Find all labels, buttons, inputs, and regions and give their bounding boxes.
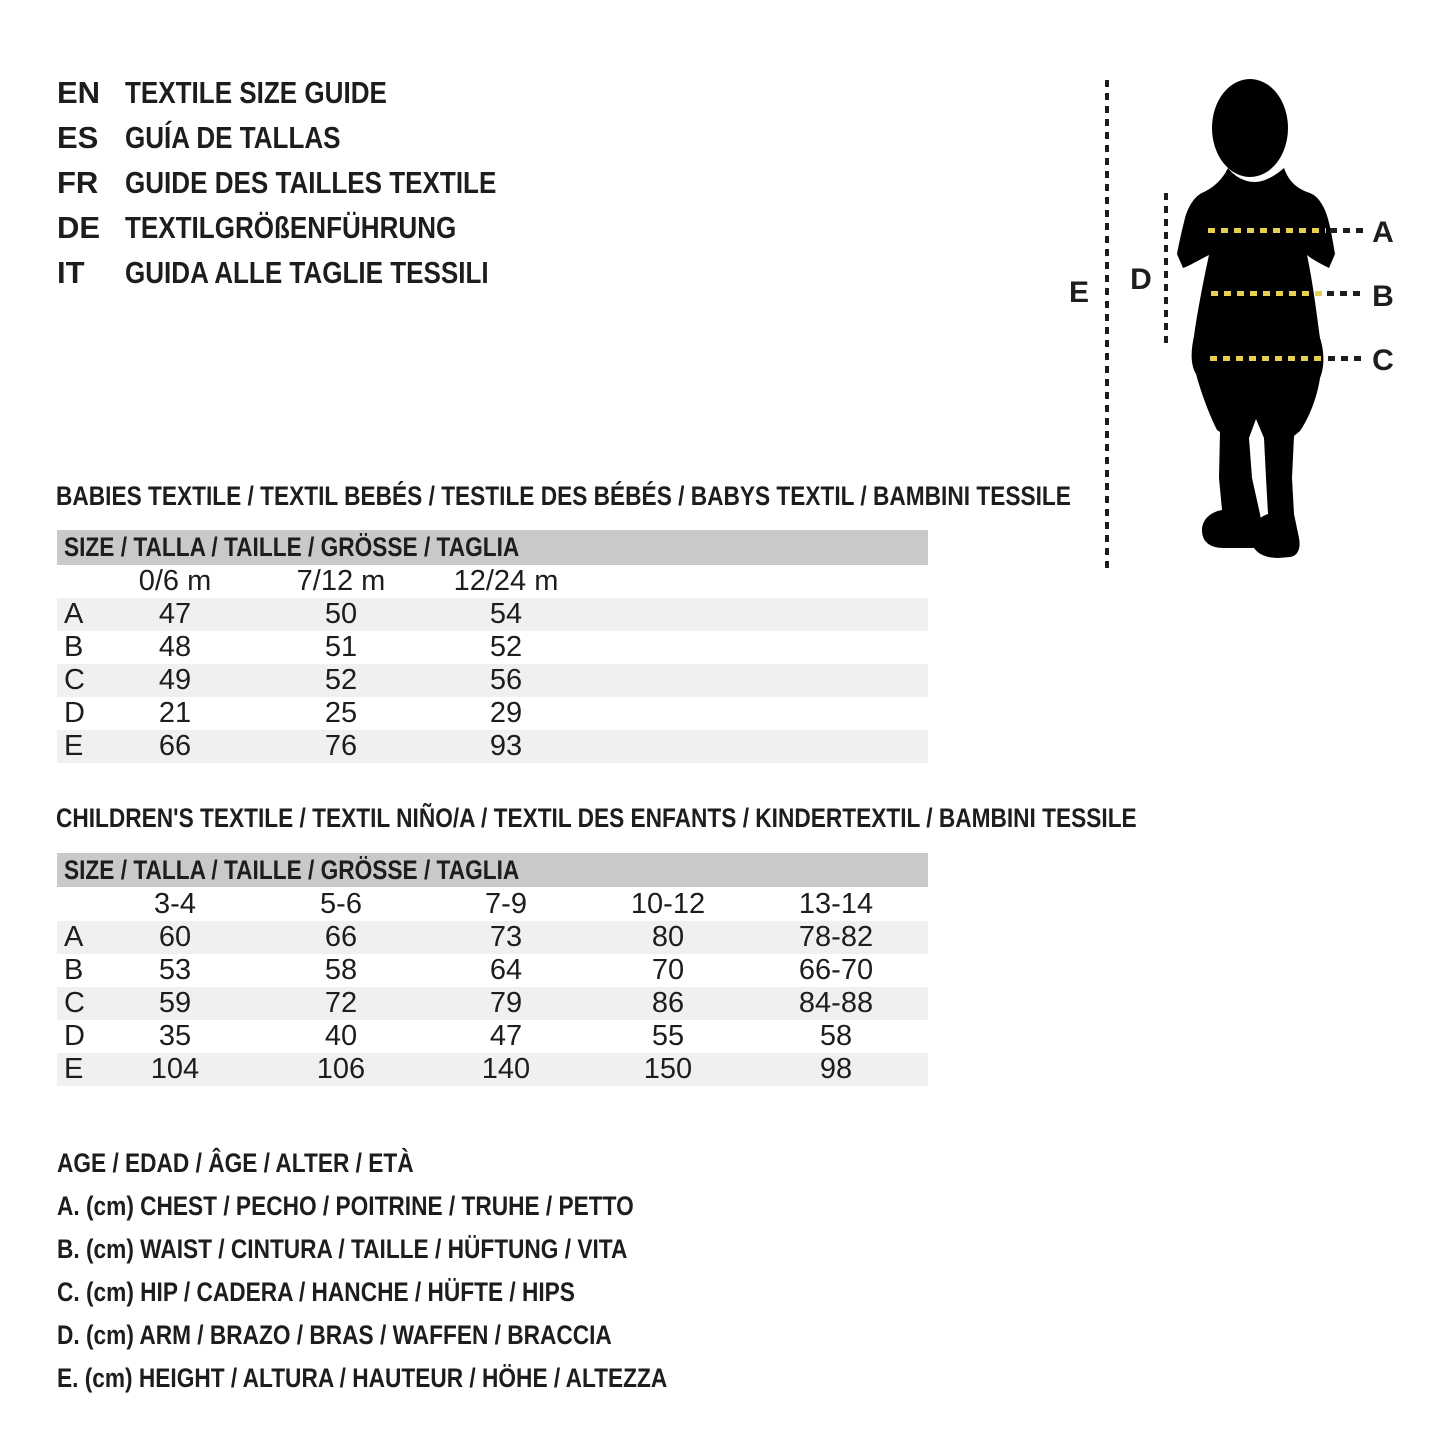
chest-dash-dark bbox=[1330, 228, 1364, 233]
children-table-row-b bbox=[57, 954, 928, 987]
waist-dash-yellow bbox=[1211, 291, 1323, 296]
language-row-de bbox=[57, 205, 519, 250]
figure-label-e: E bbox=[1068, 276, 1089, 309]
language-title: TEXTILGRÖßENFÜHRUNG bbox=[125, 210, 457, 245]
table-cell: 64 bbox=[489, 954, 523, 986]
table-cell: 52 bbox=[324, 664, 358, 696]
children-table-row-e bbox=[57, 1053, 928, 1086]
children-section-title-text: CHILDREN'S TEXTILE / TEXTIL NIÑO/A / TEXTIL DES ENFANTS / KINDERTEXTIL / BAMBINI TESSILE bbox=[56, 803, 1137, 833]
babies-col-header: 0/6 m bbox=[138, 565, 212, 597]
table-cell: 70 bbox=[651, 954, 685, 986]
children-size-header-text: SIZE / TALLA / TAILLE / GRÖSSE / TAGLIA bbox=[64, 855, 520, 885]
children-col-header: 7-9 bbox=[485, 888, 527, 920]
children-col-header: 3-4 bbox=[154, 888, 196, 920]
table-cell: 66 bbox=[324, 921, 358, 953]
table-cell: 106 bbox=[316, 1053, 366, 1085]
row-label: E bbox=[64, 730, 84, 762]
table-cell: 58 bbox=[819, 1020, 853, 1052]
babies-table-row-c bbox=[57, 664, 928, 697]
language-code: EN bbox=[57, 75, 101, 110]
row-label: A bbox=[64, 598, 84, 630]
language-code: ES bbox=[57, 120, 99, 155]
babies-table-row-e bbox=[57, 730, 928, 763]
table-cell: 66 bbox=[158, 730, 192, 762]
table-cell: 60 bbox=[158, 921, 192, 953]
table-cell: 58 bbox=[324, 954, 358, 986]
children-size-header-bar bbox=[57, 853, 928, 887]
children-table-row-c bbox=[57, 987, 928, 1020]
legend-text: A. (cm) CHEST / PECHO / POITRINE / TRUHE / PETTO bbox=[57, 1191, 634, 1221]
language-title: GUÍA DE TALLAS bbox=[125, 120, 341, 155]
legend-line-age bbox=[57, 1148, 482, 1179]
figure-label-a: A bbox=[1372, 216, 1394, 249]
table-cell: 150 bbox=[643, 1053, 693, 1085]
table-cell: 104 bbox=[150, 1053, 200, 1085]
table-cell: 84-88 bbox=[798, 987, 874, 1019]
table-cell: 76 bbox=[324, 730, 358, 762]
row-label: A bbox=[64, 921, 84, 953]
language-code: FR bbox=[57, 165, 99, 200]
babies-column-header-row bbox=[57, 565, 928, 598]
legend-line-height bbox=[57, 1363, 783, 1394]
row-label: B bbox=[64, 954, 84, 986]
babies-section-title bbox=[56, 481, 1264, 512]
table-cell: 47 bbox=[158, 598, 192, 630]
table-cell: 55 bbox=[651, 1020, 685, 1052]
hip-dash-yellow bbox=[1210, 356, 1324, 361]
language-row-es bbox=[57, 115, 382, 160]
table-cell: 86 bbox=[651, 987, 685, 1019]
language-code: DE bbox=[57, 210, 101, 245]
arm-measure-line-d bbox=[1164, 193, 1168, 348]
babies-size-header-bar bbox=[57, 530, 928, 565]
row-label: D bbox=[64, 697, 85, 729]
row-label: E bbox=[64, 1053, 84, 1085]
children-column-header-row bbox=[57, 887, 928, 921]
figure-label-c: C bbox=[1372, 344, 1394, 377]
row-label: B bbox=[64, 631, 84, 663]
table-cell: 29 bbox=[489, 697, 523, 729]
table-cell: 53 bbox=[158, 954, 192, 986]
table-cell: 40 bbox=[324, 1020, 358, 1052]
table-cell: 79 bbox=[489, 987, 523, 1019]
language-code: IT bbox=[57, 255, 85, 290]
table-cell: 78-82 bbox=[798, 921, 874, 953]
table-cell: 72 bbox=[324, 987, 358, 1019]
row-label: C bbox=[64, 664, 85, 696]
waist-dash-dark bbox=[1327, 291, 1364, 296]
legend-text: B. (cm) WAIST / CINTURA / TAILLE / HÜFTUNG / VITA bbox=[57, 1234, 628, 1264]
children-table-row-a bbox=[57, 921, 928, 954]
babies-col-header: 12/24 m bbox=[453, 565, 559, 597]
children-table-row-d bbox=[57, 1020, 928, 1053]
children-col-header: 10-12 bbox=[630, 888, 706, 920]
table-cell: 48 bbox=[158, 631, 192, 663]
table-cell: 49 bbox=[158, 664, 192, 696]
table-cell: 80 bbox=[651, 921, 685, 953]
table-cell: 140 bbox=[481, 1053, 531, 1085]
row-label: C bbox=[64, 987, 85, 1019]
legend-text: D. (cm) ARM / BRAZO / BRAS / WAFFEN / BRACCIA bbox=[57, 1320, 612, 1350]
babies-table-row-a bbox=[57, 598, 928, 631]
legend-line-waist bbox=[57, 1234, 736, 1265]
language-title: TEXTILE SIZE GUIDE bbox=[125, 75, 387, 110]
legend-text: E. (cm) HEIGHT / ALTURA / HAUTEUR / HÖHE / ALTEZZA bbox=[57, 1363, 668, 1393]
language-row-it bbox=[57, 250, 558, 295]
table-cell: 35 bbox=[158, 1020, 192, 1052]
language-row-fr bbox=[57, 160, 567, 205]
language-title: GUIDA ALLE TAGLIE TESSILI bbox=[125, 255, 489, 290]
babies-size-header-text: SIZE / TALLA / TAILLE / GRÖSSE / TAGLIA bbox=[64, 532, 520, 562]
babies-table-row-b bbox=[57, 631, 928, 664]
table-cell: 54 bbox=[489, 598, 523, 630]
figure-label-d: D bbox=[1130, 263, 1152, 296]
legend-text: AGE / EDAD / ÂGE / ALTER / ETÀ bbox=[57, 1148, 414, 1178]
children-col-header: 13-14 bbox=[798, 888, 874, 920]
babies-section-title-text: BABIES TEXTILE / TEXTIL BEBÉS / TESTILE DES BÉBÉS / BABYS TEXTIL / BAMBINI TESSILE bbox=[56, 481, 1071, 511]
table-cell: 73 bbox=[489, 921, 523, 953]
language-row-en bbox=[57, 70, 437, 115]
figure-label-b: B bbox=[1372, 280, 1394, 313]
table-cell: 47 bbox=[489, 1020, 523, 1052]
table-cell: 56 bbox=[489, 664, 523, 696]
language-title: GUIDE DES TAILLES TEXTILE bbox=[125, 165, 497, 200]
children-section-title bbox=[56, 803, 1343, 834]
table-cell: 52 bbox=[489, 631, 523, 663]
babies-table-row-d bbox=[57, 697, 928, 730]
table-cell: 59 bbox=[158, 987, 192, 1019]
table-cell: 93 bbox=[489, 730, 523, 762]
table-cell: 66-70 bbox=[798, 954, 874, 986]
legend-line-arm bbox=[57, 1320, 718, 1351]
chest-dash-yellow bbox=[1208, 228, 1326, 233]
table-cell: 21 bbox=[158, 697, 192, 729]
legend-line-chest bbox=[57, 1191, 744, 1222]
legend-text: C. (cm) HIP / CADERA / HANCHE / HÜFTE / HIPS bbox=[57, 1277, 575, 1307]
hip-dash-dark bbox=[1328, 356, 1364, 361]
table-cell: 50 bbox=[324, 598, 358, 630]
legend-line-hip bbox=[57, 1277, 674, 1308]
row-label: D bbox=[64, 1020, 85, 1052]
babies-col-header: 7/12 m bbox=[296, 565, 386, 597]
table-cell: 51 bbox=[324, 631, 358, 663]
children-col-header: 5-6 bbox=[320, 888, 362, 920]
table-cell: 25 bbox=[324, 697, 358, 729]
table-cell: 98 bbox=[819, 1053, 853, 1085]
